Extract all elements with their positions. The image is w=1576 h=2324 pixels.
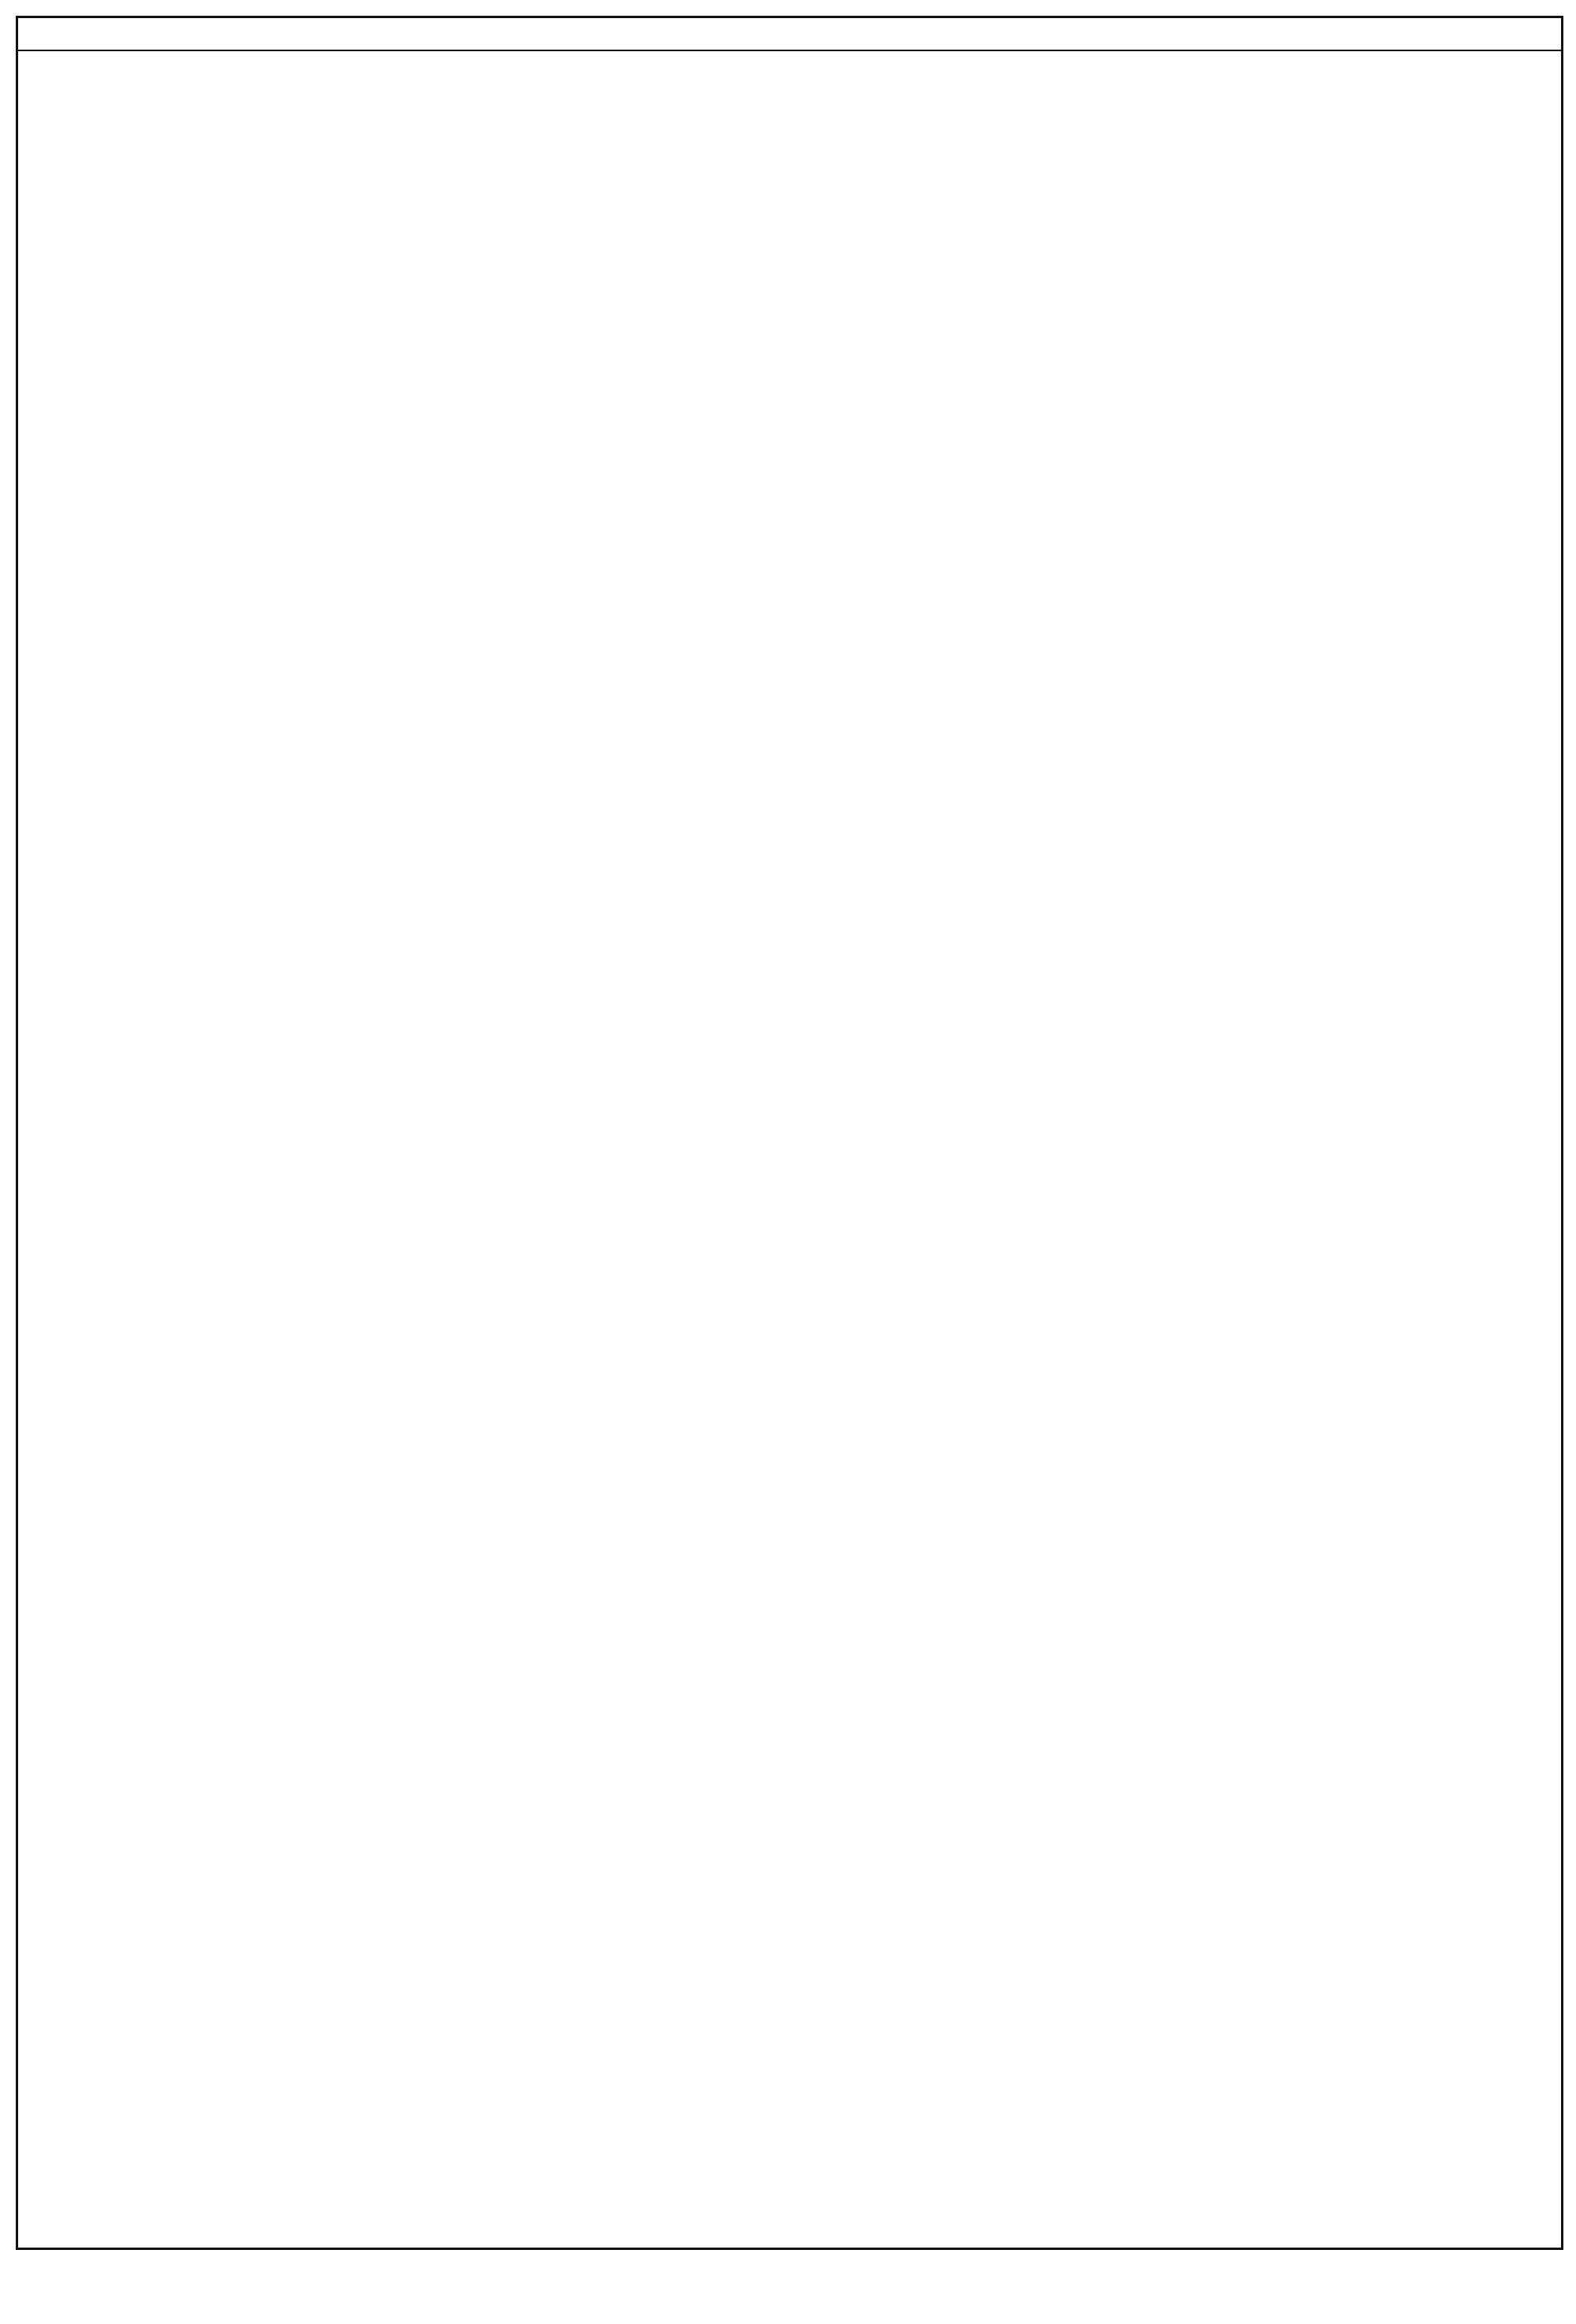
table-rule — [18, 50, 1561, 51]
header-importe — [879, 18, 1170, 84]
header-orden-relativo — [18, 18, 365, 50]
header-parcial — [18, 51, 191, 81]
header-total — [191, 51, 365, 81]
header-pct-parc — [1170, 18, 1375, 84]
header-pct-total — [1375, 18, 1561, 84]
header-delegacion — [366, 18, 879, 84]
recaudacion-table — [16, 16, 1563, 2250]
